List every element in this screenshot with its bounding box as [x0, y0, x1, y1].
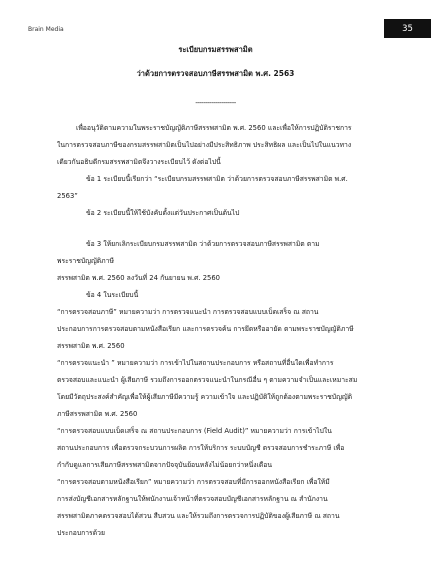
text-line: 2563” [57, 192, 78, 200]
text-line: “การตรวจแนะนำ ” หมายความว่า การเข้าไปในสถานประกอบการ หรือสถานที่อื่นใดเพื่อทำการ [57, 359, 334, 367]
text-line: ข้อ 4 ในระเบียบนี้ [86, 291, 139, 299]
text-line: ข้อ 2 ระเบียบนี้ให้ใช้บังคับตั้งแต่วันประกาศเป็นต้นไป [86, 209, 240, 217]
text-line: เดียวกันอธิบดีกรมสรรพสามิตจึงวางระเบียบไว้ ดังต่อไปนี้ [57, 158, 221, 166]
text-line: พระราชบัญญัติภาษี [57, 257, 114, 265]
text-line: สรรพสามิต พ.ศ. 2560 [57, 342, 125, 350]
text-line: สรรพสามิต พ.ศ. 2560 ลงวันที่ 24 กันยายน พ.ศ. 2560 [57, 274, 221, 282]
document-title: ระเบียบกรมสรรพสามิต [178, 45, 253, 54]
text-line: เพื่ออนุวัติตามความในพระราชบัญญัติภาษีสรรพสามิต พ.ศ. 2560 และเพื่อให้การปฏิบัติราชการ [76, 124, 352, 132]
text-line: กำกับดูแลการเสียภาษีสรรพสามิตจากปัจจุบันย้อนหลังไม่น้อยกว่าหนึ่งเดือน [57, 461, 273, 469]
text-line: ประกอบการการตรวจสอบตามหนังสือเรียก และการตรวจค้น การยึดหรืออายัด ตามพระราชบัญญัติภาษี [57, 325, 354, 333]
brand-name: Brain Media [28, 26, 64, 33]
text-line: “การตรวจสอบตามหนังสือเรียก” หมายความว่า การตรวจสอบที่มีการออกหนังสือเรียก เพื่อให้มี [57, 478, 330, 486]
page-number-badge: 35 [384, 19, 431, 38]
title-separator: -------------------- [195, 99, 236, 107]
text-line: การส่งบัญชีเอกสารหลักฐานให้พนักงานเจ้าหน้าที่ตรวจสอบบัญชีเอกสารหลักฐาน ณ สำนักงาน [57, 495, 328, 503]
document-subtitle: ว่าด้วยการตรวจสอบภาษีสรรพสามิต พ.ศ. 2563 [136, 69, 295, 78]
text-line: โดยมีวัตถุประสงค์สำคัญเพื่อให้ผู้เสียภาษีมีความรู้ ความเข้าใจ และปฏิบัติให้ถูกต้องตามพระราชบัญญัติ [57, 393, 353, 401]
text-line: ข้อ 1 ระเบียบนี้เรียกว่า “ระเบียบกรมสรรพสามิต ว่าด้วยการตรวจสอบภาษีสรรพสามิต พ.ศ. [86, 175, 348, 183]
text-line: สรรพสามิตภาคตรวจสอบได้สวน สืบสวน และให้รวมถึงการตรวจการปฏิบัติของผู้เสียภาษี ณ สถาน [57, 512, 340, 520]
text-line: ในการตรวจสอบภาษีของกรมสรรพสามิตเป็นไปอย่างมีประสิทธิภาพ ประสิทธิผล และเป็นไปในแนวทาง [57, 141, 352, 149]
text-line: ประกอบการด้วย [57, 529, 105, 537]
text-line: ข้อ 3 ให้ยกเลิกระเบียบกรมสรรพสามิต ว่าด้วยการตรวจสอบภาษีสรรพสามิต ตาม [86, 240, 320, 248]
text-line: ภาษีสรรพสามิต พ.ศ. 2560 [57, 410, 138, 418]
text-line: “การตรวจสอบแบบเบ็ดเสร็จ ณ สถานประกอบการ (Field Audit)” หมายความว่า การเข้าไปใน [57, 427, 332, 435]
text-line: สถานประกอบการ เพื่อตรวจกระบวนการผลิต การให้บริการ ระบบบัญชี ตรวจสอบการชำระภาษี เพื่อ [57, 444, 345, 452]
text-line: “การตรวจสอบภาษี” หมายความว่า การตรวจแนะนำ การตรวจสอบแบบเบ็ดเสร็จ ณ สถาน [57, 308, 319, 316]
text-line: ตรวจสอบและแนะนำ ผู้เสียภาษี รวมถึงการออกตรวจแนะนำในกรณีอื่น ๆ ตามความจำเป็นและเหมาะสม [57, 376, 358, 384]
